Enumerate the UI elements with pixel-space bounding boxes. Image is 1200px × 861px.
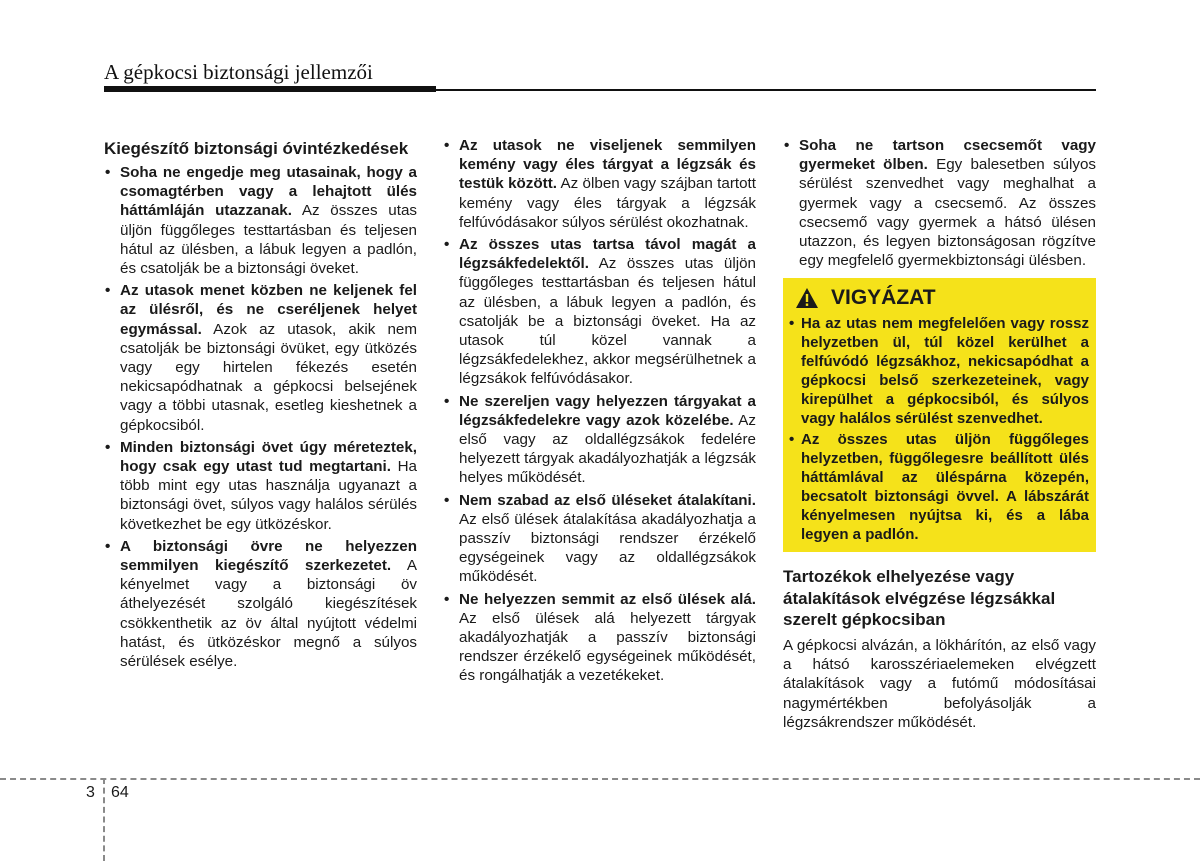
list-item <box>104 281 417 435</box>
header-rule <box>104 89 1096 91</box>
bullet-icon: • <box>444 137 450 154</box>
section-paragraph: A gépkocsi alvázán, a lökhárítón, az első vagy a hátsó karosszériaelemeken elvégzett átalakítások vagy a futómű módosításai nagymértékben befolyásolják a légzsákrendszer működését. <box>783 636 1096 731</box>
list-item-text: Az első vagy az oldallégzsákok fedelére helyezett tárgyak akadályozhatják a légzsák helyes működését. <box>459 411 756 487</box>
list-item <box>443 491 756 587</box>
list-item <box>104 438 417 534</box>
column-2 <box>443 136 756 689</box>
list-item-text: Azok az utasok, akik nem csatolják be biztonsági övüket, egy ütközés vagy egy hirtelen fékezés esetén nekicsapódhatnak a gépkocsi belsejének vagy a többi utasnak, esetleg kieshetnek a gépkocsiból. <box>120 320 417 434</box>
list-item <box>104 537 417 671</box>
column-3 <box>783 136 1096 732</box>
list-item <box>443 136 756 232</box>
airbag-precautions-list <box>443 136 756 686</box>
list-item-text: Egy balesetben súlyos sérülést szenvedhet vagy meghalhat a gyermek vagy a csecsemő. Az összes csecsemő vagy gyermek a hátsó ülésen utazzon, és legyen biztonságosan rögzítve egy megfelelő gyermekbiztonsági ülésben. <box>799 156 1096 270</box>
bullet-icon: • <box>789 315 795 333</box>
page-header-title: A gépkocsi biztonsági jellemzői <box>104 60 373 84</box>
caution-item <box>789 314 1089 428</box>
child-precautions-list <box>783 136 1096 270</box>
bullet-icon: • <box>105 438 111 456</box>
list-item <box>783 136 1096 270</box>
list-item <box>443 392 756 488</box>
list-item-text: Ha több mint egy utas használja ugyanazt a biztonsági övet, súlyos vagy halálos sérülés következhet be egy ütközéskor. <box>120 458 417 533</box>
bullet-icon: • <box>105 164 111 181</box>
list-item-bold: Az utasok menet közben ne keljenek fel az ülésről, és ne cseréljenek helyet egymással. <box>120 282 417 338</box>
section-title: Kiegészítő biztonsági óvintézkedések <box>104 139 409 158</box>
caution-item <box>789 430 1089 544</box>
bullet-icon: • <box>105 282 111 300</box>
list-item-bold: Az utasok ne viseljenek semmilyen kemény vagy éles tárgyat a légzsák és testük között. <box>459 137 756 193</box>
footer-vertical-divider <box>103 778 105 861</box>
page-number: 64 <box>111 784 129 801</box>
bullet-icon: • <box>444 236 450 254</box>
caution-header <box>789 286 1089 310</box>
list-item-text: Az ölben vagy szájban tartott kemény vagy éles tárgyak a légzsák felfúvódásakor súlyos sérülést okozhatnak. <box>459 175 756 231</box>
list-item-text: Az első ülések alá helyezett tárgyak akadályozhatják a passzív biztonsági rendszer érzékelő egységeinek működését, és rongálhatják a vezetékeket. <box>459 609 756 685</box>
caution-item-text: Ha az utas nem megfelelően vagy rossz helyzetben ül, túl közel kerülhet a felfúvódó légzsákhoz, nekicsapódhat a gépkocsi belső szerkezeteinek, vagy kirepülhet a gépkocsiból, és súlyos vagy halálos sérülést szenvedhet. <box>801 315 1089 428</box>
bullet-icon: • <box>444 590 450 608</box>
list-item-bold: Nem szabad az első üléseket átalakítani. <box>459 491 756 509</box>
list-item-bold: Soha ne tartson csecsemőt vagy gyermeket ölben. <box>799 137 1096 174</box>
bullet-icon: • <box>444 392 450 410</box>
list-item <box>443 590 756 686</box>
list-item <box>443 235 756 389</box>
list-item-bold: A biztonsági övre ne helyezzen semmilyen kiegészítő szerkezetet. <box>120 537 417 575</box>
list-item-text: Az összes utas üljön függőleges testtartásban és teljesen hátul az ülésben, a lábuk legyen a padlón, és csatolják be a biztonsági öveket. <box>120 202 417 278</box>
column-1 <box>104 136 417 674</box>
section-title: Tartozékok elhelyezése vagy átalakítások elvégzése légzsákkal szerelt gépkocsiban <box>783 567 1056 630</box>
list-item-text: A kényelmet vagy a biztonsági öv áthelyezését szolgáló kiegészítések csökkenthetik az öv által nyújtott védelmi hatást, és ütközéskor megnő a súlyos sérülések esélye. <box>120 557 417 671</box>
list-item-bold: Ne helyezzen semmit az első ülések alá. <box>459 590 756 608</box>
list-item-bold: Minden biztonsági övet úgy méreteztek, hogy csak egy utast tud megtartani. <box>120 438 417 476</box>
caution-box <box>783 278 1096 552</box>
caution-title: VIGYÁZAT <box>831 286 936 310</box>
caution-list <box>789 314 1089 544</box>
bullet-icon: • <box>105 537 111 555</box>
bullet-icon: • <box>784 137 790 154</box>
list-item-bold: Soha ne engedje meg utasainak, hogy a csomagtérben vagy a lehajtott ülés háttámláján utazzanak. <box>120 164 417 220</box>
chapter-number: 3 <box>86 784 95 801</box>
warning-triangle-icon <box>795 287 819 309</box>
list-item-text: Az első ülések átalakítása akadályozhatja a passzív biztonsági rendszer érzékelő egységeinek vagy az oldallégzsákok működését. <box>459 510 756 586</box>
list-item-bold: Ne szereljen vagy helyezzen tárgyakat a légzsákfedelekre vagy azok közelébe. <box>459 392 756 429</box>
list-item <box>104 163 417 278</box>
precautions-list <box>104 163 417 671</box>
footer-divider <box>0 778 1200 780</box>
list-item-text: Az összes utas üljön függőleges testtartásban és teljesen hátul az ülésben, a lábuk legyen a padlón, és csatolják be a biztonsági öveket. Ha az utasok túl közel vannak a légzsákfedelekhez, akkor megsérülhetnek a légzsákok felfúvódásakor. <box>459 255 756 388</box>
bullet-icon: • <box>789 431 795 449</box>
caution-item-text: Az összes utas üljön függőleges helyzetben, függőlegesre beállított ülés háttámlával az üléspárna közepén, becsatolt biztonsági övvel. A lábszárát kényelmesen nyújtsa ki, és a lába legyen a padlón. <box>801 431 1089 544</box>
bullet-icon: • <box>444 491 450 509</box>
list-item-bold: Az összes utas tartsa távol magát a légzsákfedelektől. <box>459 236 756 273</box>
